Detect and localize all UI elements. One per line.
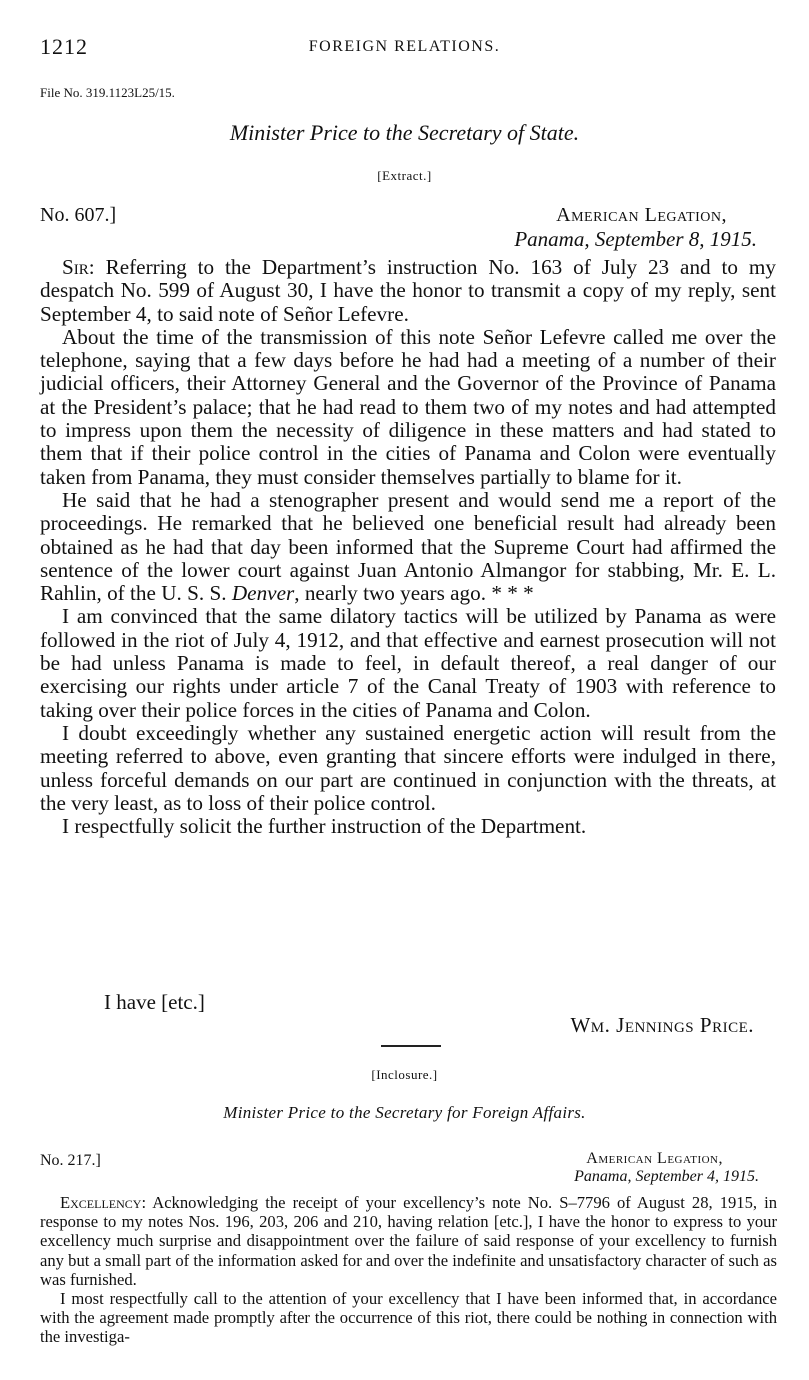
- despatch-number: No. 607.]: [40, 204, 117, 226]
- paragraph-text: , nearly two years ago. * * *: [294, 581, 534, 606]
- inclosure-body: [40, 1193, 777, 1347]
- paragraph-text: Acknowledging the receipt of your excellency’s note No. S–7796 of August 28, 1915, in response to my notes Nos. 196, 203, 206 and 210, having relation [etc.], I have the honor to express to your excellency much surprise and disappointment over the failure of said response of your excellency to furnish any but a small part of the information asked for and over the indefinite and unsatisfactory character of such as was furnished.: [40, 1193, 777, 1289]
- page-number: 1212: [40, 34, 88, 59]
- inclosure-number: No. 217.]: [40, 1152, 101, 1169]
- extract-note: [Extract.]: [377, 168, 432, 183]
- paragraph: I doubt exceedingly whether any sustained energetic action will result from the meeting referred to above, even granting that sincere efforts were indulged in there, unless forceful demands on our part are continued in conjunction with the threats, at the very least, as to loss of their police control.: [40, 720, 776, 815]
- inclosure-salutation: Excellency:: [60, 1193, 147, 1212]
- letter-body: [40, 256, 776, 838]
- closing: I have [etc.]: [104, 990, 205, 1014]
- paragraph-text: He said that he had a stenographer present and would send me a report of the proceedings. He remarked that he believed one beneficial result had already been obtained as he had that day been informed that the Supreme Court had affirmed the sentence of the lower court against Juan Antonio Almangor for stabbing, Mr. E. L. Rahlin, of the U. S. S.: [40, 487, 776, 606]
- file-number: File No. 319.1123L25/15.: [40, 85, 175, 100]
- paragraph: I most respectfully call to the attention of your excellency that I have been informed that, in accordance with the agreement made promptly after the occurrence of this riot, there could be nothing in connection with the investiga-: [40, 1289, 777, 1347]
- paragraph-text: Referring to the Department’s instruction No. 163 of July 23 and to my despatch No. 599 of August 30, I have the honor to transmit a copy of my reply, sent September 4, to said note of Señor Lefevre.: [40, 255, 776, 326]
- letter-title: Minister Price to the Secretary of State.: [229, 120, 580, 145]
- paragraph: [40, 489, 776, 605]
- section-divider: [381, 1045, 441, 1047]
- paragraph: [40, 1193, 777, 1289]
- salutation: Sir:: [62, 255, 95, 279]
- place-date: Panama, September 8, 1915.: [514, 227, 757, 251]
- inclosure-place-date: Panama, September 4, 1915.: [574, 1168, 759, 1185]
- paragraph: [40, 256, 776, 326]
- paragraph: I am convinced that the same dilatory tactics will be utilized by Panama as were followed in the riot of July 4, 1912, and that effective and earnest prosecution will not be had unless Panama is made to feel, in default thereof, a real danger of our exercising our rights under article 7 of the Canal Treaty of 1903 with reference to taking over their police forces in the cities of Panama and Colon.: [40, 604, 776, 722]
- paragraph: About the time of the transmission of this note Señor Lefevre called me over the telephone, saying that a few days before he had had a meeting of a number of their judicial officers, their Attorney General and the Governor of the Province of Panama at the President’s palace; that he had read to them two of my notes and had attempted to impress upon them the necessity of diligence in these matters and had stated to them that if their police control in the cities of Panama and Colon were eventually taken from Panama, they must consider themselves partially to blame for it.: [40, 324, 776, 489]
- inclosure-sender-address: American Legation,: [586, 1150, 723, 1167]
- sender-address: American Legation,: [556, 204, 727, 226]
- inclosure-label: [Inclosure.]: [371, 1067, 438, 1082]
- signature: Wm. Jennings Price.: [570, 1013, 754, 1037]
- paragraph: I respectfully solicit the further instruction of the Department.: [62, 814, 587, 839]
- ship-name: Denver: [231, 581, 295, 606]
- inclosure-title: Minister Price to the Secretary for Foreign Affairs.: [223, 1103, 586, 1122]
- running-title: FOREIGN RELATIONS.: [308, 38, 501, 55]
